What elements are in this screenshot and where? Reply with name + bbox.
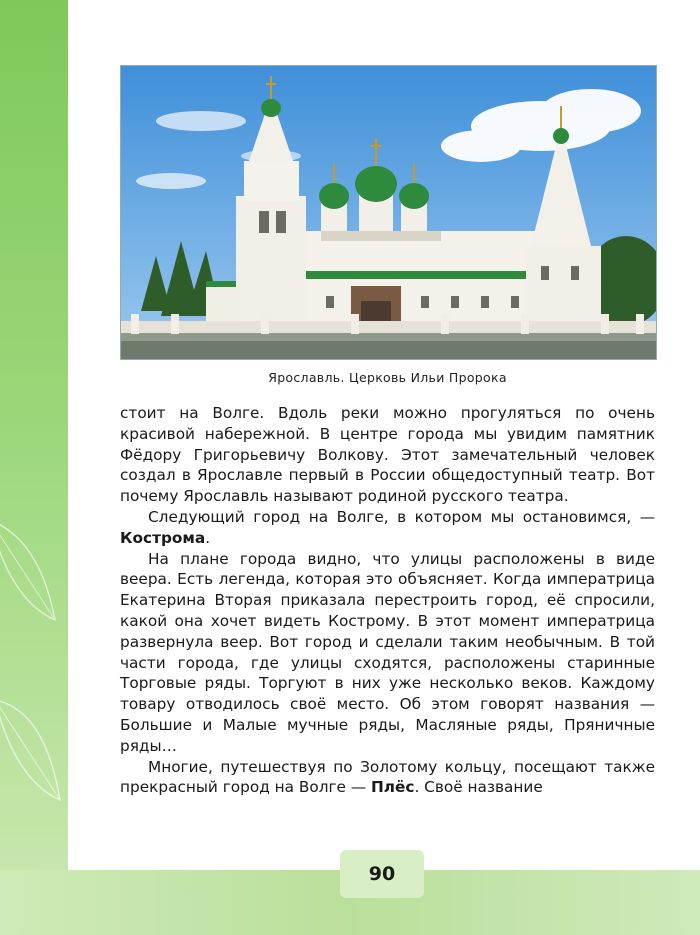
paragraph-3: На плане города видно, что улицы расположены в виде веера. Есть легенда, которая это объясняет. Когда императрица Екатерина Вторая приказала перестроить город, её спросили, какой она хочет видеть Кострому. В этот момент императрица развернула веер. Вот город и сделали таким необычным. В той части города, где улицы сходятся, расположены старинные Торговые ряды. Торгуют в них уже несколько веков. Каждому товару отводилось своё место. Об этом говорят названия — Большие и Малые мучные ряды, Масляные ряды, Пряничные ряды… (120, 549, 655, 755)
paragraph-4 (120, 757, 655, 799)
city-kostroma: Кострома (120, 528, 206, 547)
paragraph-4-end: . Своё название (414, 778, 543, 797)
textbook-page (68, 0, 700, 870)
photo-caption: Ярославль. Церковь Ильи Пророка (268, 370, 507, 385)
church-photo (120, 65, 657, 360)
paragraph-4-text: Многие, путешествуя по Золотому кольцу, посещают также прекрасный город на Волге — (120, 757, 655, 797)
paragraph-2-text: Следующий город на Волге, в котором мы остановимся, — (148, 507, 655, 526)
leaf-decoration (0, 480, 70, 935)
paragraph-2 (120, 507, 655, 549)
body-text (120, 403, 655, 798)
paragraph-1: стоит на Волге. Вдоль реки можно прогуляться по очень красивой набережной. В центре города мы увидим памятник Фёдору Григорьевичу Волкову. Этот замечательный человек создал в Ярославле первый в России общедоступный театр. Вот почему Ярославль называют родиной русского театра. (120, 404, 655, 506)
page-number: 90 (340, 850, 424, 898)
paragraph-2-end: . (205, 528, 211, 547)
city-ples: Плёс (370, 778, 415, 797)
